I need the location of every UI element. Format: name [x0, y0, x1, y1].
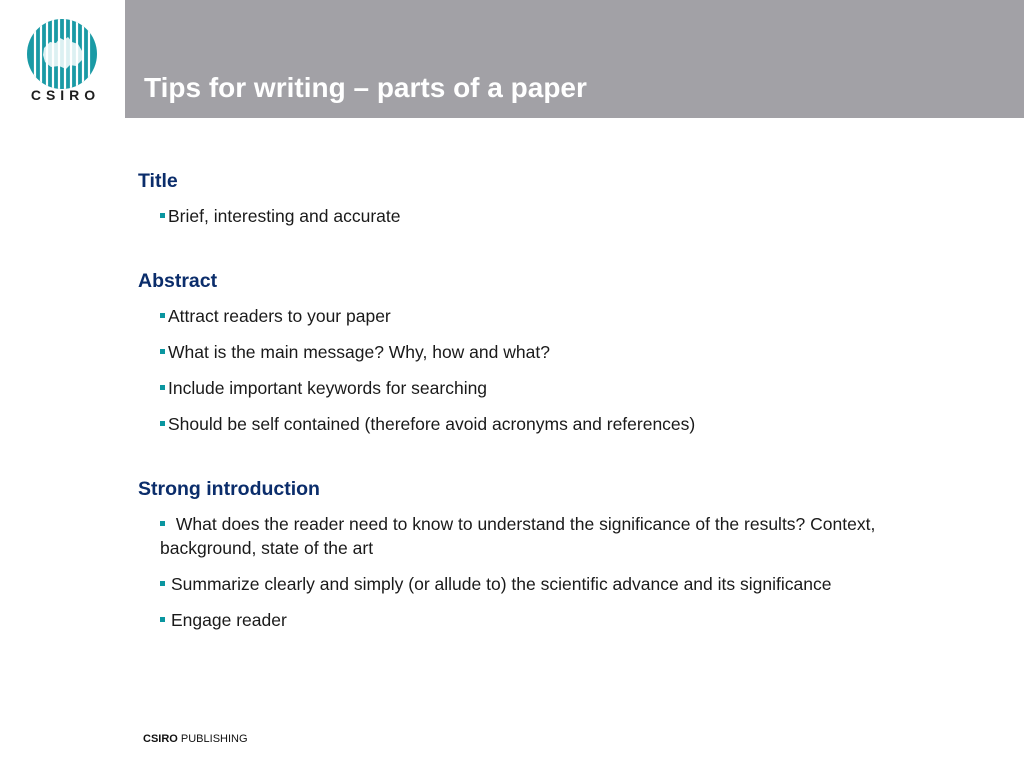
csiro-logo: [0, 0, 125, 118]
bullet-text: Include important keywords for searching: [168, 378, 488, 398]
bullet-item: [160, 340, 958, 364]
bullet-item: [160, 512, 958, 560]
section-abstract: [138, 268, 958, 436]
slide-content: [138, 168, 958, 672]
square-bullet-icon: [160, 313, 165, 318]
footer: [143, 733, 248, 745]
square-bullet-icon: [160, 521, 165, 526]
bullet-text: Attract readers to your paper: [168, 306, 391, 326]
bullet-item: [160, 376, 958, 400]
bullet-text: What is the main message? Why, how and what?: [168, 342, 550, 362]
square-bullet-icon: [160, 581, 165, 586]
bullet-list: [138, 512, 958, 632]
csiro-emblem-icon: [26, 18, 98, 90]
bullet-item: [160, 572, 958, 596]
section-heading: Abstract: [138, 270, 218, 292]
bullet-item: [160, 608, 958, 632]
section-title: [138, 168, 958, 228]
bullet-text: Engage reader: [171, 610, 287, 630]
square-bullet-icon: [160, 617, 165, 622]
section-introduction: [138, 476, 958, 632]
square-bullet-icon: [160, 213, 165, 218]
slide-title: Tips for writing – parts of a paper: [144, 72, 587, 103]
bullet-text-wrap: [160, 512, 958, 560]
bullet-item: [160, 304, 958, 328]
csiro-wordmark: CSIRO: [30, 87, 101, 103]
bullet-text: Summarize clearly and simply (or allude to) the scientific advance and its significance: [171, 574, 832, 594]
section-heading: Title: [138, 170, 178, 192]
bullet-text: Should be self contained (therefore avoid acronyms and references): [168, 414, 696, 434]
footer-text: PUBLISHING: [180, 733, 248, 745]
bullet-text: What does the reader need to know to understand the significance of the results? Context, background, state of the art: [160, 514, 876, 558]
square-bullet-icon: [160, 421, 165, 426]
bullet-text: Brief, interesting and accurate: [168, 206, 401, 226]
square-bullet-icon: [160, 349, 165, 354]
bullet-item: [160, 412, 958, 436]
footer-brand: CSIRO: [143, 733, 178, 745]
bullet-list: [138, 304, 958, 436]
bullet-list: [138, 204, 958, 228]
square-bullet-icon: [160, 385, 165, 390]
bullet-item: [160, 204, 958, 228]
section-heading: Strong introduction: [138, 478, 320, 500]
